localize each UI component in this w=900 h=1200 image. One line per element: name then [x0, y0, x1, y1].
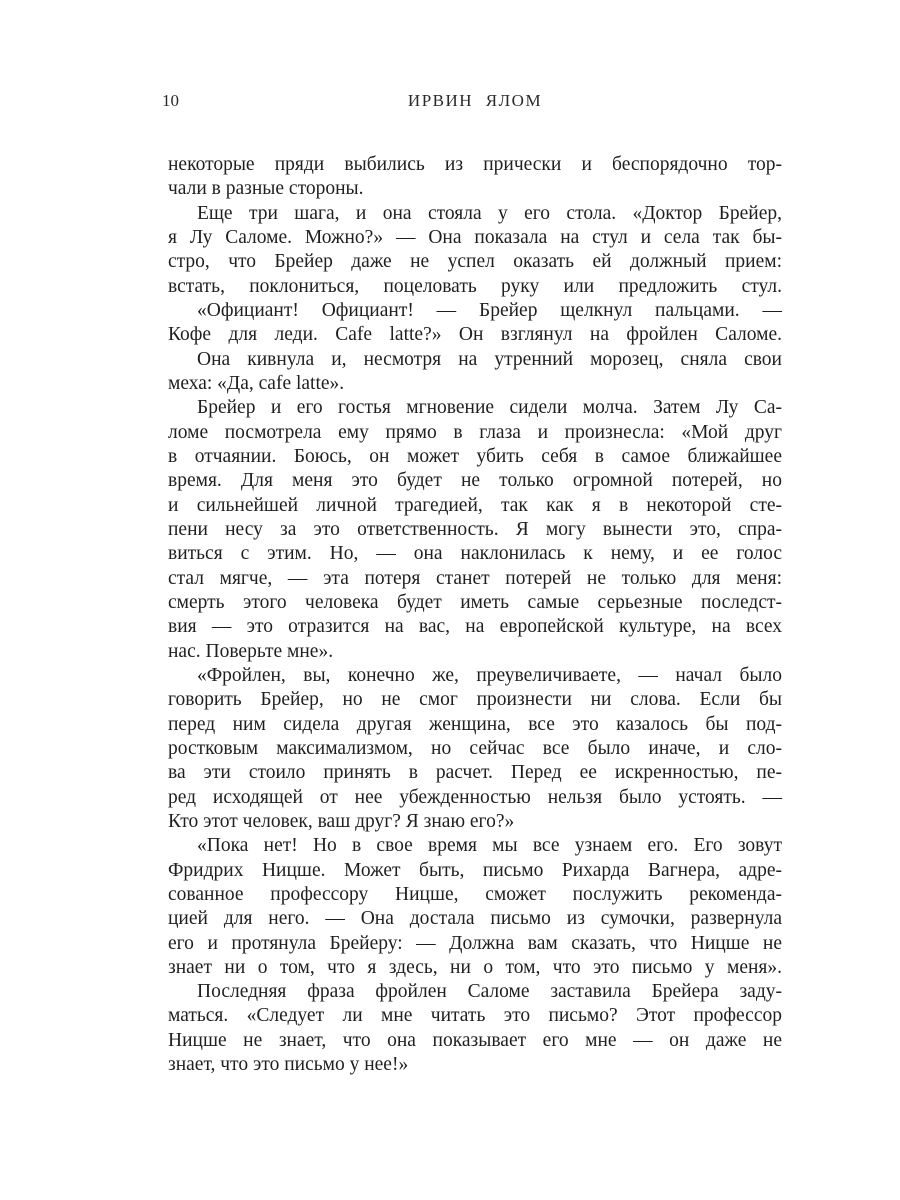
paragraph — [168, 834, 782, 980]
page-number: 10 — [162, 91, 179, 110]
paragraph — [168, 299, 782, 348]
text-line: вия — это отразится на вас, на европейской культуре, на всех — [168, 616, 782, 638]
text-line: цией для него. — Она достала письмо из сумочки, развернула — [168, 908, 782, 930]
text-line: говорить Брейер, но не смог произнести ни слова. Если бы — [168, 689, 782, 711]
text-line: Последняя фраза фройлен Саломе заставила Брейера заду- — [197, 981, 782, 1003]
text-line: «Официант! Официант! — Брейер щелкнул пальцами. — — [197, 299, 782, 321]
text-line: маться. «Следует ли мне читать это письмо? Этот профессор — [168, 1005, 782, 1027]
text-line: знает ни о том, что я здесь, ни о том, что это письмо у меня». — [168, 956, 782, 978]
text-column — [168, 153, 782, 1077]
paragraph — [168, 980, 782, 1077]
text-line: чали в разные стороны. — [168, 178, 364, 200]
paragraph — [168, 153, 782, 202]
text-line: ростковым максимализмом, но сейчас все было иначе, и сло- — [168, 737, 782, 759]
paragraph — [168, 396, 782, 664]
text-line: виться с этим. Но, — она наклонилась к нему, и ее голос — [168, 543, 782, 565]
paragraph — [168, 348, 782, 397]
text-line: перед ним сидела другая женщина, все это казалось бы под- — [168, 713, 782, 735]
page-header — [162, 91, 782, 113]
text-line: ред исходящей от нее убежденностью нельзя было устоять. — — [168, 786, 782, 808]
text-line: знает, что это письмо у нее!» — [168, 1054, 409, 1076]
text-line: смерть этого человека будет иметь самые серьезные последст- — [168, 591, 782, 613]
text-line: некоторые пряди выбились из прически и беспорядочно тор- — [168, 154, 782, 175]
text-line: Она кивнула и, несмотря на утренний морозец, сняла свои — [197, 348, 782, 370]
paragraph — [168, 664, 782, 834]
text-line: ва эти стоило принять в расчет. Перед ее искренностью, пе- — [168, 762, 782, 784]
text-line: его и протянула Брейеру: — Должна вам сказать, что Ницше не — [168, 932, 782, 954]
text-line: в отчаянии. Боюсь, он может убить себя в самое ближайшее — [168, 445, 782, 467]
text-line: Кофе для леди. Cafe latte?» Он взглянул на фройлен Саломе. — [168, 324, 782, 346]
text-line: пени несу за это ответственность. Я могу вынести это, спра- — [168, 518, 782, 540]
text-line: я Лу Саломе. Можно?» — Она показала на стул и села так бы- — [168, 226, 782, 248]
text-line: стро, что Брейер даже не успел оказать ей должный прием: — [168, 251, 782, 273]
text-line: Еще три шага, и она стояла у его стола. «Доктор Брейер, — [197, 202, 782, 224]
text-line: время. Для меня это будет не только огромной потерей, но — [168, 470, 782, 492]
text-line: и сильнейшей личной трагедией, так как я в некоторой сте- — [168, 494, 782, 516]
paragraph — [168, 202, 782, 299]
text-line: нас. Поверьте мне». — [168, 640, 334, 662]
text-line: сованное профессору Ницше, сможет послужить рекоменда- — [168, 883, 782, 905]
text-line: Брейер и его гостья мгновение сидели молча. Затем Лу Са- — [197, 397, 782, 419]
text-line: Фридрих Ницше. Может быть, письмо Рихарда Вагнера, адре- — [168, 859, 782, 881]
text-line: меха: «Да, cafe latte». — [168, 372, 345, 394]
text-line: ломе посмотрела ему прямо в глаза и произнесла: «Мой друг — [168, 421, 782, 443]
text-line: стал мягче, — эта потеря станет потерей не только для меня: — [168, 567, 782, 589]
running-head: ИРВИН ЯЛОМ — [407, 91, 543, 110]
text-line: Кто этот человек, ваш друг? Я знаю его?» — [168, 810, 515, 832]
text-line: встать, поклониться, поцеловать руку или предложить стул. — [168, 275, 782, 297]
text-line: Ницше не знает, что она показывает его мне — он даже не — [168, 1029, 782, 1051]
text-line: «Фройлен, вы, конечно же, преувеличиваете, — начал было — [197, 664, 782, 686]
text-line: «Пока нет! Но в свое время мы все узнаем его. Его зовут — [197, 835, 782, 857]
